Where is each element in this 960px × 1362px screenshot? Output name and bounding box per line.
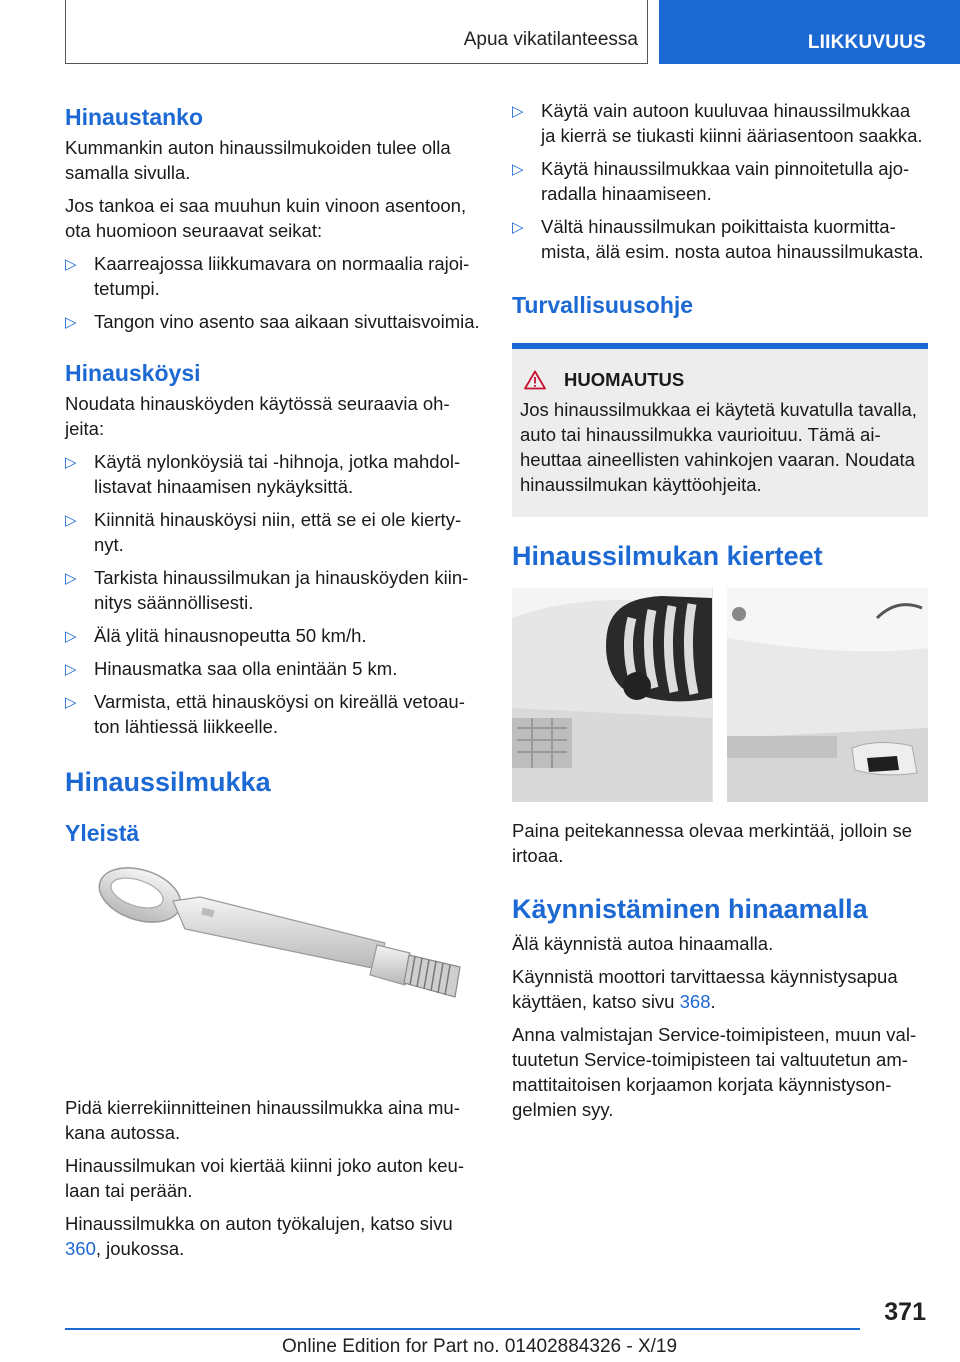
list-item: ▷ Tarkista hinaussilmukan ja hinausköyden kiinnitys säännöllisesti.: [65, 567, 469, 613]
triangle-bullet-icon: ▷: [512, 219, 524, 236]
triangle-bullet-icon: ▷: [65, 256, 77, 273]
heading-hinauskoysi: Hinausköysi: [65, 360, 201, 386]
heading-turvallisuusohje: Turvallisuusohje: [512, 292, 694, 318]
triangle-bullet-icon: ▷: [65, 512, 77, 529]
list-item: ▷ Varmista, että hinausköysi on kireällä vetoauton lähtiessä liikkeelle.: [65, 691, 465, 737]
paragraph: Hinaussilmukka on auton työkalujen, katso sivu 360, joukossa.: [65, 1213, 453, 1259]
section-title: Apua vikatilanteessa: [463, 29, 638, 50]
tow-hook-illustration: [65, 857, 480, 1089]
list-item: ▷ Vältä hinaussilmukan poikittaista kuormittamista, älä esim. nosta autoa hinaussilmukasta.: [512, 216, 924, 262]
triangle-bullet-icon: ▷: [65, 661, 77, 678]
notice-box: [512, 343, 928, 517]
notice-body: [512, 349, 928, 517]
paragraph: Pidä kierrekiinnitteinen hinaussilmukka aina mukana autossa.: [65, 1097, 460, 1143]
bullet-list: [65, 449, 480, 739]
triangle-bullet-icon: ▷: [512, 103, 524, 120]
right-column: [512, 100, 928, 1122]
notice-title: HUOMAUTUS: [520, 369, 920, 391]
paragraph: Hinaussilmukan voi kiertää kiinni joko auton keulaan tai perään.: [65, 1155, 464, 1201]
left-column: [65, 100, 480, 1261]
bullet-list: [65, 251, 480, 334]
edition-footer: Online Edition for Part no. 01402884326 - X/19: [282, 1336, 678, 1357]
triangle-bullet-icon: ▷: [512, 161, 524, 178]
bullet-list: [512, 98, 928, 264]
footer-divider: [65, 1328, 860, 1330]
subheading-yleista: Yleistä: [65, 820, 140, 846]
rear-bumper-photo: [727, 588, 928, 802]
paragraph: Käynnistä moottori tarvittaessa käynnistysapua käyttäen, katso sivu 368.: [512, 966, 898, 1012]
list-item: ▷ Tangon vino asento saa aikaan sivuttaisvoimia.: [65, 309, 480, 334]
triangle-bullet-icon: ▷: [65, 628, 77, 645]
triangle-bullet-icon: ▷: [65, 314, 77, 331]
heading-kierteet: Hinaussilmukan kierteet: [512, 541, 823, 571]
paragraph: Kummankin auton hinaussilmukoiden tulee olla samalla sivulla.: [65, 137, 451, 183]
page-link-360[interactable]: 360: [65, 1238, 96, 1259]
heading-hinaussilmukka: Hinaussilmukka: [65, 767, 271, 797]
triangle-bullet-icon: ▷: [65, 570, 77, 587]
page-link-368[interactable]: 368: [679, 991, 711, 1012]
tow-hook-icon: [65, 857, 480, 1089]
paragraph: Paina peitekannessa olevaa merkintää, jolloin se irtoaa.: [512, 820, 913, 866]
list-item: ▷ Käytä vain autoon kuuluvaa hinaussilmukkaa ja kierrä se tiukasti kiinni ääriasentoon saakka.: [512, 100, 923, 146]
triangle-bullet-icon: ▷: [65, 454, 77, 471]
triangle-bullet-icon: ▷: [65, 694, 77, 711]
list-item: ▷ Käytä hinaussilmukkaa vain pinnoitetulla ajoradalla hinaamiseen.: [512, 158, 910, 204]
list-item: ▷ Käytä nylonköysiä tai -hihnoja, jotka mahdollistavat hinaamisen nykäyksittä.: [65, 451, 461, 497]
heading-kaynnistaminen: Käynnistäminen hinaamalla: [512, 894, 868, 924]
car-photos: [512, 588, 928, 802]
notice-text: Jos hinaussilmukkaa ei käytetä kuvatulla tavalla, auto tai hinaussilmukka vaurioituu. Tämä aiheuttaa aineellisten vahinkojen vaaran. Noudata hinaussilmukan käyttöohjeita.: [520, 399, 917, 495]
heading-hinaustanko: Hinaustanko: [65, 104, 204, 130]
paragraph: Noudata hinausköyden käytössä seuraavia ohjeita:: [65, 393, 450, 439]
list-item: ▷ Kiinnitä hinausköysi niin, että se ei ole kiertynyt.: [65, 509, 462, 555]
front-grille-icon: [512, 588, 712, 802]
list-item: ▷ Hinausmatka saa olla enintään 5 km.: [65, 656, 480, 681]
rear-bumper-icon: [727, 588, 928, 802]
paragraph: Jos tankoa ei saa muuhun kuin vinoon asentoon, ota huomioon seuraavat seikat:: [65, 195, 467, 241]
page-number: 371: [884, 1298, 926, 1326]
list-item: ▷ Älä ylitä hinausnopeutta 50 km/h.: [65, 623, 480, 648]
warning-triangle-icon: [524, 370, 546, 390]
paragraph: Anna valmistajan Service-toimipisteen, muun valtuutetun Service-toimipisteen tai valtuutetun ammattitaitoisen korjaamon korjata käynnistysongelmien syy.: [512, 1024, 917, 1120]
paragraph: Älä käynnistä autoa hinaamalla.: [512, 933, 774, 954]
chapter-tab[interactable]: LIIKKUVUUS: [659, 0, 960, 64]
front-bumper-photo: [512, 588, 713, 802]
list-item: ▷ Kaarreajossa liikkumavara on normaalia rajoitetumpi.: [65, 253, 470, 299]
